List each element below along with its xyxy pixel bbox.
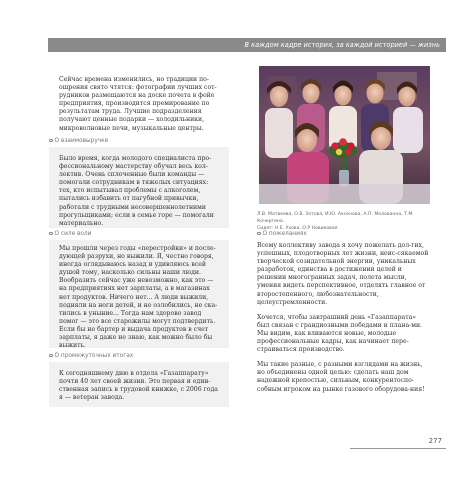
group-photo <box>259 66 430 204</box>
bullet-circle-icon <box>257 232 261 236</box>
photo-caption-line-2: Сидят: Н.Е. Ухова, О.Р Новиковая <box>257 226 338 231</box>
section-label-milestones: О промежуточных итогах <box>49 352 133 360</box>
section-label-willpower: О силе воли <box>49 230 91 238</box>
mutual-aid-box <box>49 147 229 228</box>
intro-block <box>59 76 219 133</box>
running-title: В каждом кадре история, за каждой историей — жизнь <box>244 41 440 49</box>
page-number-rule <box>350 448 446 449</box>
milestones-box <box>49 362 229 407</box>
wishes-paragraph-2: Хочется, чтобы завтрашний день «Газаппарата» был связан с грандиозными победами и плана-ми. Мы видим, как вливаются новые, молодые профессиональные кадры, как начинает пере-страиваться производство. <box>257 313 423 354</box>
willpower-box <box>49 240 229 348</box>
willpower-paragraph: Мы прошли через годы «перестройки» и после-дующей разрухи, но выжили. Я, честно говоря, иногда оглядываюсь назад и удивляюсь всей душой тому, насколько сильны наши люди. Вообразить сейчас уже невозможно, как это — на предприятиях нет зарплаты, а в магазинах нет продуктов. Ничего нет... А люди выжили, подняли на ноги детей, и не озлобились, не ска-тились в уныние... Тогда нам здорово завод помог — это все старожилы могут подтвердить. Если бы не бартер и выдача продуктов в счет зарплаты, я даже не знаю, как можно было бы выжить. <box>59 245 218 350</box>
photo-caption-line-1: Л.В. Матвеева, О.В. Зотова, И.Ю. Аксенова, А.П. Молованна, Т.М. Кочергина. <box>257 212 414 224</box>
intro-paragraph: Сейчас времена изменились, но традиции по-ощрения свято чтятся: фотографии лучших сот-рудников размещаются на доске почета в фойе предприятия, производится премирование по результатам труда. Лучшие подразделения получают ценные подарки — холодильники, микроволновые печи, музыкальные центры. <box>59 76 217 132</box>
bullet-circle-icon <box>49 139 53 143</box>
wishes-block <box>257 242 429 394</box>
mutual-aid-paragraph: Было время, когда молодого специалиста про-фессиональному мастерству обучал весь кол-лектив. Очень сплоченные были команды — помогали сотрудникам в тяжелых ситуациях: тех, кто испытывал проблемы с алкоголем, пытались избавить от пагубной привычки, работали с трудными несовершеннолетними прогульщиками; если в семье горе — помогали материально. <box>59 155 214 227</box>
running-header-bar <box>48 38 446 52</box>
wishes-paragraph-3: Мы такие разные, с разными взглядами на жизнь, но объединены одной целью: сделать наш дом надежной крепостью, сильным, конкурентоспо-собным игроком на рынке газового оборудова-ния! <box>257 361 425 393</box>
bullet-circle-icon <box>49 232 53 236</box>
photo-caption <box>257 211 437 232</box>
bullet-circle-icon <box>49 354 53 358</box>
milestones-paragraph: К сегодняшнему дню в отдела «Газаппарату» почти 40 лет своей жизни. Это первая и един-ственная запись в трудовой книжке, с 2006 года я — ветеран завода. <box>59 370 218 402</box>
group-photo-image <box>259 66 430 204</box>
section-label-mutual-aid: О взаимовыручке <box>49 137 108 145</box>
section-label-wishes: О пожеланиях <box>257 230 307 238</box>
wishes-paragraph-1: Всему коллективу завода я хочу пожелать дол-гих, успешных, плодотворных лет жизни, неис-сякаемой творческой созидательной энергии, уникальных разработок, единства в достижении целей и решении многогранных задач, полета мысли, умения видеть перспективное, отделять главное от второстепенного, любознательности, целеустремленности. <box>257 242 429 306</box>
page-number: 277 <box>428 437 442 445</box>
